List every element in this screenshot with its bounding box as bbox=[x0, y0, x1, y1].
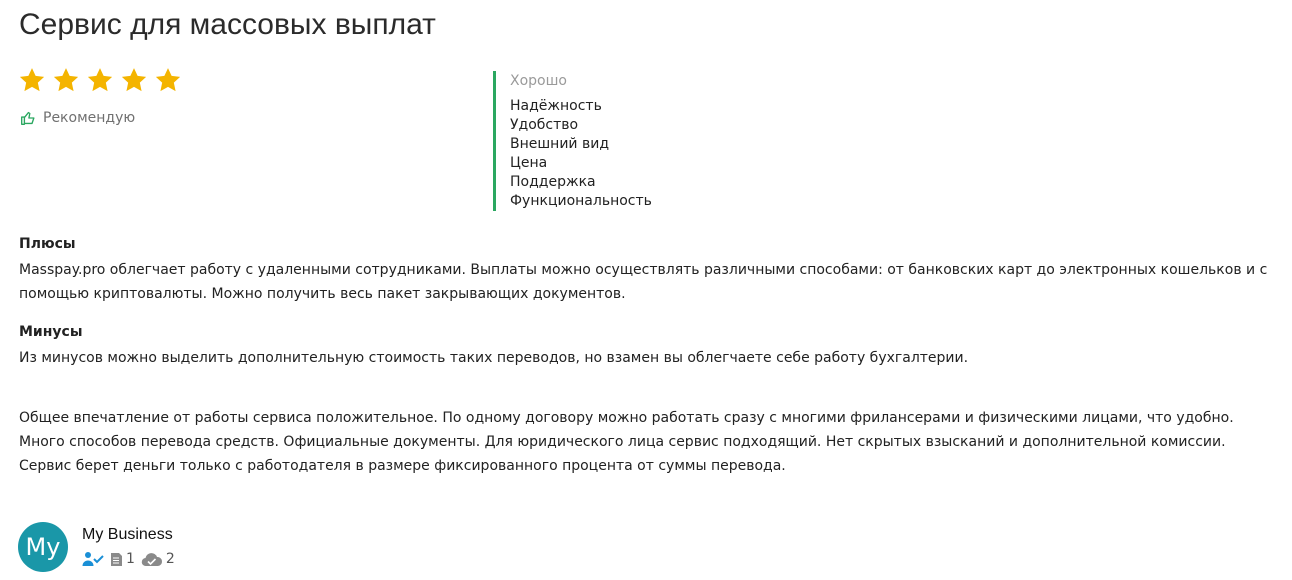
user-check-icon bbox=[82, 551, 104, 567]
summary-text: Общее впечатление от работы сервиса положительное. По одному договору можно работать сразу с многими фрилансерами и физическими лицами, что удобно. Много способов перевода средств. Официальные документы. Для юридического лица сервис подходящий. Нет скрытых взысканий и дополнительной комиссии. Сервис берет деньги только с работодателя в размере фиксированного процента от суммы перевода. bbox=[19, 410, 1234, 474]
reviews-count-stat bbox=[110, 551, 135, 567]
criterion-convenience: Удобство bbox=[510, 117, 579, 133]
document-icon bbox=[110, 552, 123, 567]
star-icon bbox=[52, 66, 80, 94]
criterion-price: Цена bbox=[510, 155, 548, 171]
cons-heading: Минусы bbox=[19, 324, 83, 340]
star-icon bbox=[86, 66, 114, 94]
criterion-functionality: Функциональность bbox=[510, 193, 652, 209]
star-icon bbox=[154, 66, 182, 94]
comments-count: 2 bbox=[165, 551, 175, 567]
pros-text: Masspay.pro облегчает работу с удаленными сотрудниками. Выплаты можно осуществлять различными способами: от банковских карт до электронных кошельков и с помощью криптовалюты. Можно получить весь пакет закрывающих документов. bbox=[19, 262, 1268, 302]
star-icon bbox=[18, 66, 46, 94]
author-stats bbox=[82, 551, 175, 567]
cloud-icon bbox=[141, 552, 163, 567]
author-avatar[interactable]: My bbox=[18, 522, 68, 572]
rating-verdict: Хорошо bbox=[510, 73, 567, 89]
thumbs-up-icon bbox=[19, 109, 37, 127]
pros-heading: Плюсы bbox=[19, 236, 76, 252]
star-icon bbox=[120, 66, 148, 94]
recommend-badge bbox=[19, 109, 135, 127]
author-name[interactable]: My Business bbox=[82, 526, 173, 543]
rating-stars bbox=[18, 66, 182, 94]
ratings-panel bbox=[493, 71, 652, 211]
recommend-label: Рекомендую bbox=[43, 110, 136, 126]
criterion-reliability: Надёжность bbox=[510, 98, 602, 114]
reviews-count: 1 bbox=[126, 551, 135, 567]
comments-count-stat bbox=[141, 551, 175, 567]
criterion-support: Поддержка bbox=[510, 174, 596, 190]
verified-user-stat bbox=[82, 551, 104, 567]
criterion-appearance: Внешний вид bbox=[510, 136, 610, 152]
cons-text: Из минусов можно выделить дополнительную стоимость таких переводов, но взамен вы облегчаете себе работу бухгалтерии. bbox=[19, 350, 969, 366]
review-title: Сервис для массовых выплат bbox=[19, 8, 436, 41]
